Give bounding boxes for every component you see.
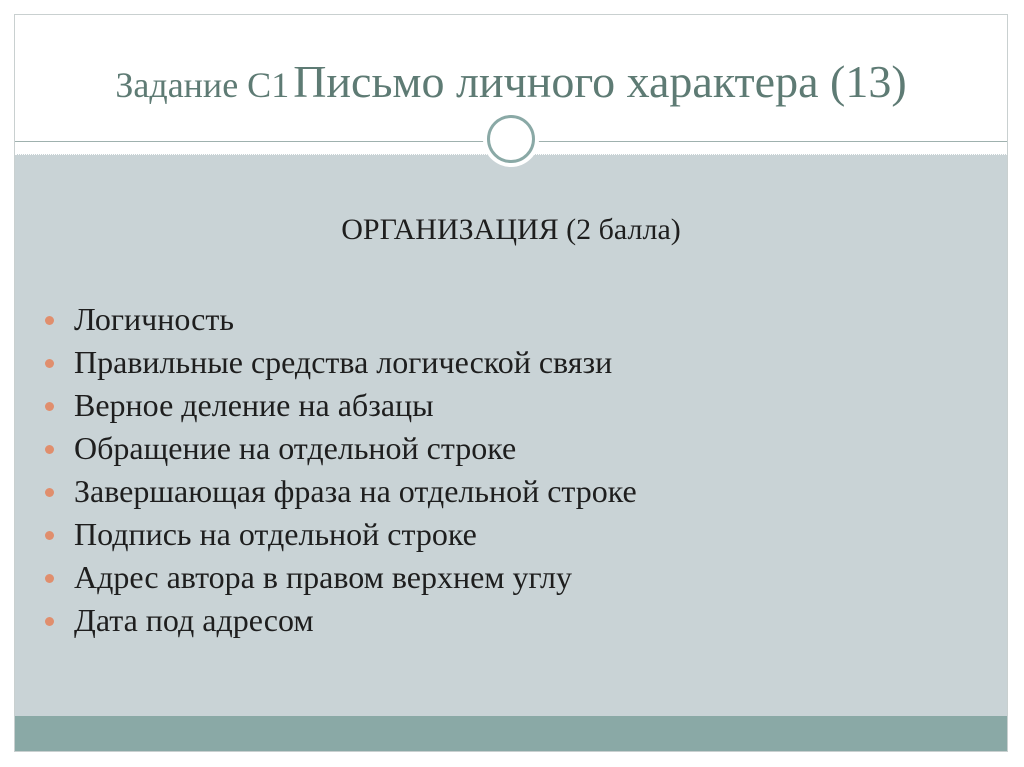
list-item-text: Верное деление на абзацы	[74, 387, 434, 423]
circle-bullet-icon	[45, 488, 54, 497]
circle-bullet-icon	[45, 531, 54, 540]
circle-bullet-icon	[45, 359, 54, 368]
circle-bullet-icon	[45, 316, 54, 325]
list-item-text: Адрес автора в правом верхнем углу	[74, 559, 573, 595]
ring-ornament-icon	[483, 111, 539, 167]
list-item	[41, 556, 637, 599]
list-item-text: Дата под адресом	[74, 602, 314, 638]
list-item-text: Подпись на отдельной строке	[74, 516, 477, 552]
circle-bullet-icon	[45, 402, 54, 411]
list-item	[41, 470, 637, 513]
list-item	[41, 298, 637, 341]
list-item-text: Обращение на отдельной строке	[74, 430, 517, 466]
list-item	[41, 599, 637, 642]
section-heading: ОРГАНИЗАЦИЯ (2 балла)	[341, 213, 681, 246]
slide-title	[15, 55, 1007, 108]
criteria-list	[41, 298, 637, 642]
list-item	[41, 427, 637, 470]
list-item-text: Правильные средства логической связи	[74, 344, 613, 380]
list-item	[41, 384, 637, 427]
title-prefix: Задание С1	[115, 65, 290, 105]
list-item-text: Логичность	[74, 301, 234, 337]
list-item	[41, 341, 637, 384]
circle-bullet-icon	[45, 445, 54, 454]
circle-bullet-icon	[45, 617, 54, 626]
ring-ornament-inner	[487, 115, 535, 163]
list-item	[41, 513, 637, 556]
list-item-text: Завершающая фраза на отдельной строке	[74, 473, 637, 509]
slide-frame	[14, 14, 1008, 752]
title-main: Письмо личного характера (13)	[293, 56, 907, 107]
footer-band	[15, 716, 1007, 751]
circle-bullet-icon	[45, 574, 54, 583]
